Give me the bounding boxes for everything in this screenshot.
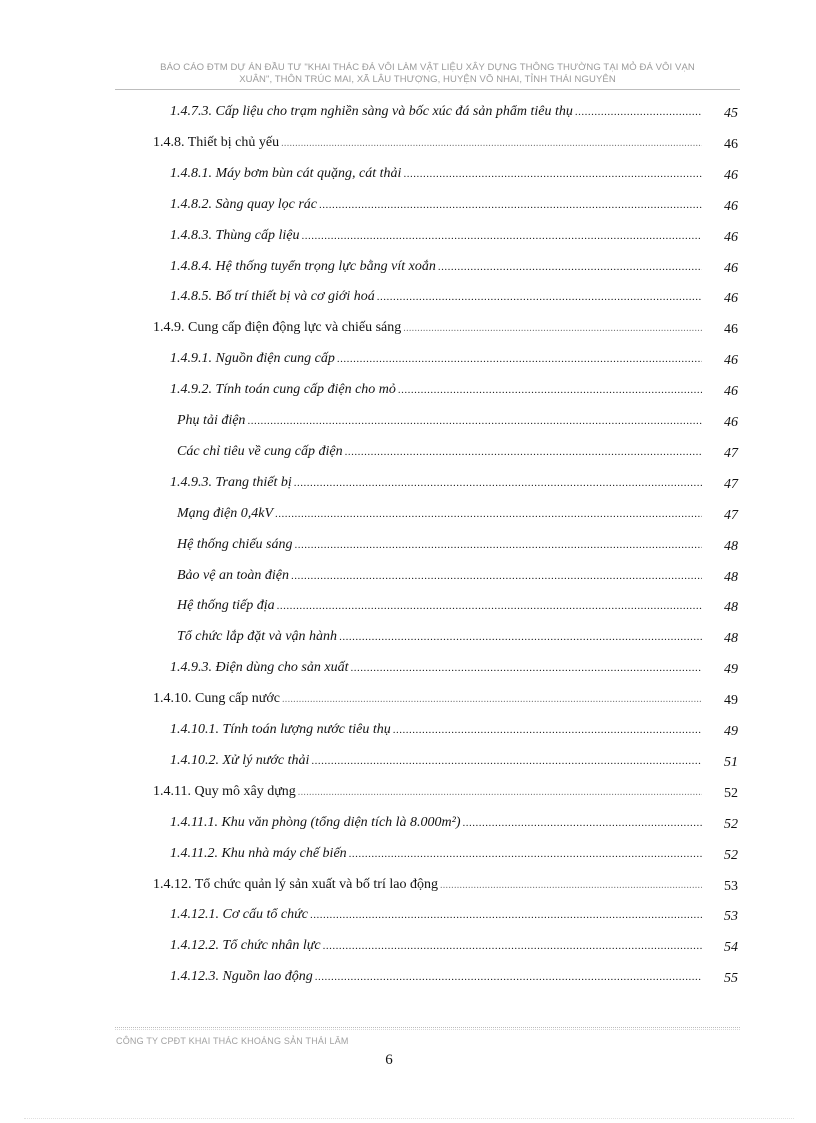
toc-entry-page: 53 [724,909,738,925]
toc-dot-leader [294,539,702,551]
toc-entry-label: Tổ chức lắp đặt và vận hành [177,629,338,645]
toc-entry[interactable] [170,907,704,929]
toc-entry[interactable] [170,969,704,991]
toc-entry-page: 49 [724,693,738,709]
toc-entry-page: 46 [724,322,738,338]
toc-entry[interactable] [170,815,704,837]
toc-dot-leader [319,199,702,211]
toc-dot-leader [294,477,702,489]
toc-dot-leader [275,508,702,520]
toc-entry-label: 1.4.7.3. Cấp liệu cho trạm nghiền sàng và bốc xúc đá sản phẩm tiêu thụ [170,104,573,119]
toc-entry[interactable] [170,382,704,404]
toc-entry-label: 1.4.10.2. Xử lý nước thải [170,752,310,768]
toc-entry-label: 1.4.12.3. Nguồn lao động [170,969,313,985]
toc-entry-page: 46 [724,384,738,400]
toc-entry[interactable] [153,877,704,899]
footer-rule [115,1027,740,1028]
header-line-2: XUÂN", THÔN TRÚC MAI, XÃ LÂU THƯỢNG, HUYỆN VÕ NHAI, TỈNH THÁI NGUYÊN [239,74,616,85]
toc-entry-page: 48 [724,600,738,616]
toc-entry[interactable] [153,784,704,806]
toc-entry-page: 47 [724,445,738,461]
toc-dot-leader [339,631,702,643]
page-number: 6 [385,1052,393,1068]
page-bottom-border [24,1118,794,1119]
toc-entry-label: 1.4.9.3. Trang thiết bị [170,474,292,490]
toc-entry-label: 1.4.10.1. Tính toán lượng nước tiêu thụ [170,722,391,737]
toc-dot-leader [337,353,702,365]
toc-entry-label: 1.4.8.4. Hệ thống tuyển trọng lực bằng vít xoắn [170,258,436,274]
running-header [115,62,740,86]
toc-dot-leader [298,787,702,798]
toc-entry-label: Hệ thống chiếu sáng [177,536,293,552]
toc-dot-leader [403,323,702,334]
toc-dot-leader [302,230,703,242]
toc-entry[interactable] [177,598,704,620]
toc-entry[interactable] [170,289,704,311]
toc-dot-leader [282,694,702,705]
toc-dot-leader [377,291,702,303]
footer-company: CÔNG TY CPĐT KHAI THÁC KHOÁNG SẢN THÁI LÂM [116,1036,349,1046]
toc-dot-leader [438,261,702,273]
toc-entry-label: 1.4.9.1. Nguồn điện cung cấp [170,351,335,367]
toc-dot-leader [291,570,702,582]
toc-entry[interactable] [170,846,704,868]
toc-entry-label: 1.4.8.3. Thùng cấp liệu [170,227,300,243]
toc-entry[interactable] [177,629,704,651]
toc-dot-leader [323,940,702,952]
toc-entry-page: 55 [724,971,738,987]
toc-entry[interactable] [170,722,704,744]
toc-entry-page: 54 [724,940,738,956]
toc-entry[interactable] [153,135,704,157]
toc-entry-label: Bảo vệ an toàn điện [177,567,289,583]
toc-entry-page: 46 [724,353,738,369]
toc-entry-label: 1.4.9. Cung cấp điện động lực và chiếu sáng [153,320,402,336]
toc-entry-label: 1.4.10. Cung cấp nước [153,691,280,707]
toc-entry-label: 1.4.8. Thiết bị chủ yếu [153,134,280,150]
toc-entry-label: 1.4.12.2. Tổ chức nhân lực [170,938,321,954]
toc-dot-leader [345,446,702,458]
toc-entry-page: 46 [724,291,738,307]
toc-entry[interactable] [170,660,704,682]
toc-dot-leader [350,662,702,674]
toc-entry[interactable] [170,259,704,281]
toc-entry-page: 46 [724,167,738,183]
toc-entry-page: 45 [724,106,738,121]
toc-dot-leader [403,168,702,180]
toc-entry-label: 1.4.8.5. Bố trí thiết bị và cơ giới hoá [170,289,375,305]
toc-dot-leader [315,971,702,983]
toc-entry-label: 1.4.11.1. Khu văn phòng (tổng diện tích là 8.000m²) [170,814,461,830]
toc-entry-page: 48 [724,538,738,554]
toc-entry-page: 49 [724,724,738,739]
toc-entry-page: 52 [724,816,738,832]
toc-entry[interactable] [177,506,704,528]
toc-entry-page: 46 [724,415,738,430]
toc-entry-page: 46 [724,229,738,245]
toc-entry-page: 47 [724,507,738,523]
toc-entry[interactable] [170,197,704,219]
toc-entry-label: 1.4.11. Quy mô xây dựng [153,783,296,799]
toc-dot-leader [398,384,702,396]
toc-entry-page: 51 [724,754,738,770]
toc-entry[interactable] [170,753,704,775]
header-line-1: BÁO CÁO ĐTM DỰ ÁN ĐẦU TƯ "KHAI THÁC ĐÁ VÔI LÀM VẬT LIỆU XÂY DỰNG THÔNG THƯỜNG TẠI MỎ ĐÁ VÔI VẠN [160,62,695,73]
toc-dot-leader [349,848,702,860]
toc-entry[interactable] [177,537,704,559]
toc-dot-leader [277,600,702,612]
toc-entry-page: 48 [724,569,738,585]
toc-entry-page: 53 [724,878,738,894]
toc-entry[interactable] [177,413,704,435]
toc-entry-label: Các chỉ tiêu về cung cấp điện [177,443,343,459]
toc-entry[interactable] [170,166,704,188]
toc-entry-page: 48 [724,631,738,647]
toc-dot-leader [440,880,702,891]
toc-dot-leader [575,106,702,118]
toc-entry-label: 1.4.9.2. Tính toán cung cấp điện cho mỏ [170,382,396,398]
toc-dot-leader [311,755,702,767]
toc-entry-page: 46 [724,198,738,214]
header-rule [115,89,740,90]
toc-dot-leader [310,909,702,921]
toc-dot-leader [463,817,702,829]
toc-entry-label: 1.4.8.2. Sàng quay lọc rác [170,196,317,212]
toc-entry[interactable] [170,475,704,497]
toc-entry-label: Phụ tải điện [177,413,246,428]
toc-dot-leader [393,724,702,736]
toc-entry[interactable] [177,568,704,590]
toc-entry[interactable] [170,228,704,250]
toc-entry-label: 1.4.11.2. Khu nhà máy chế biến [170,845,347,861]
footer-rule-secondary [115,1029,740,1030]
toc-entry-label: 1.4.12. Tổ chức quản lý sản xuất và bố trí lao động [153,876,438,892]
toc-entry[interactable] [170,938,704,960]
toc-entry[interactable] [153,691,704,713]
toc-entry-page: 52 [724,785,738,801]
toc-entry[interactable] [170,104,704,126]
toc-entry-page: 52 [724,847,738,863]
toc-entry-page: 47 [724,476,738,492]
toc-entry-label: 1.4.9.3. Điện dùng cho sản xuất [170,660,349,676]
toc-entry-label: Mạng điện 0,4kV [177,505,274,521]
toc-entry[interactable] [153,320,704,342]
toc-dot-leader [281,138,702,149]
toc-entry-page: 46 [724,260,738,276]
toc-entry-label: Hệ thống tiếp địa [177,598,275,614]
toc-entry-page: 49 [724,662,738,678]
toc-entry[interactable] [177,444,704,466]
toc-entry-page: 46 [724,136,738,152]
toc-entry-label: 1.4.12.1. Cơ cấu tổ chức [170,907,308,923]
toc-entry-label: 1.4.8.1. Máy bơm bùn cát quặng, cát thải [170,165,402,181]
toc-entry[interactable] [170,351,704,373]
toc-dot-leader [247,415,702,427]
